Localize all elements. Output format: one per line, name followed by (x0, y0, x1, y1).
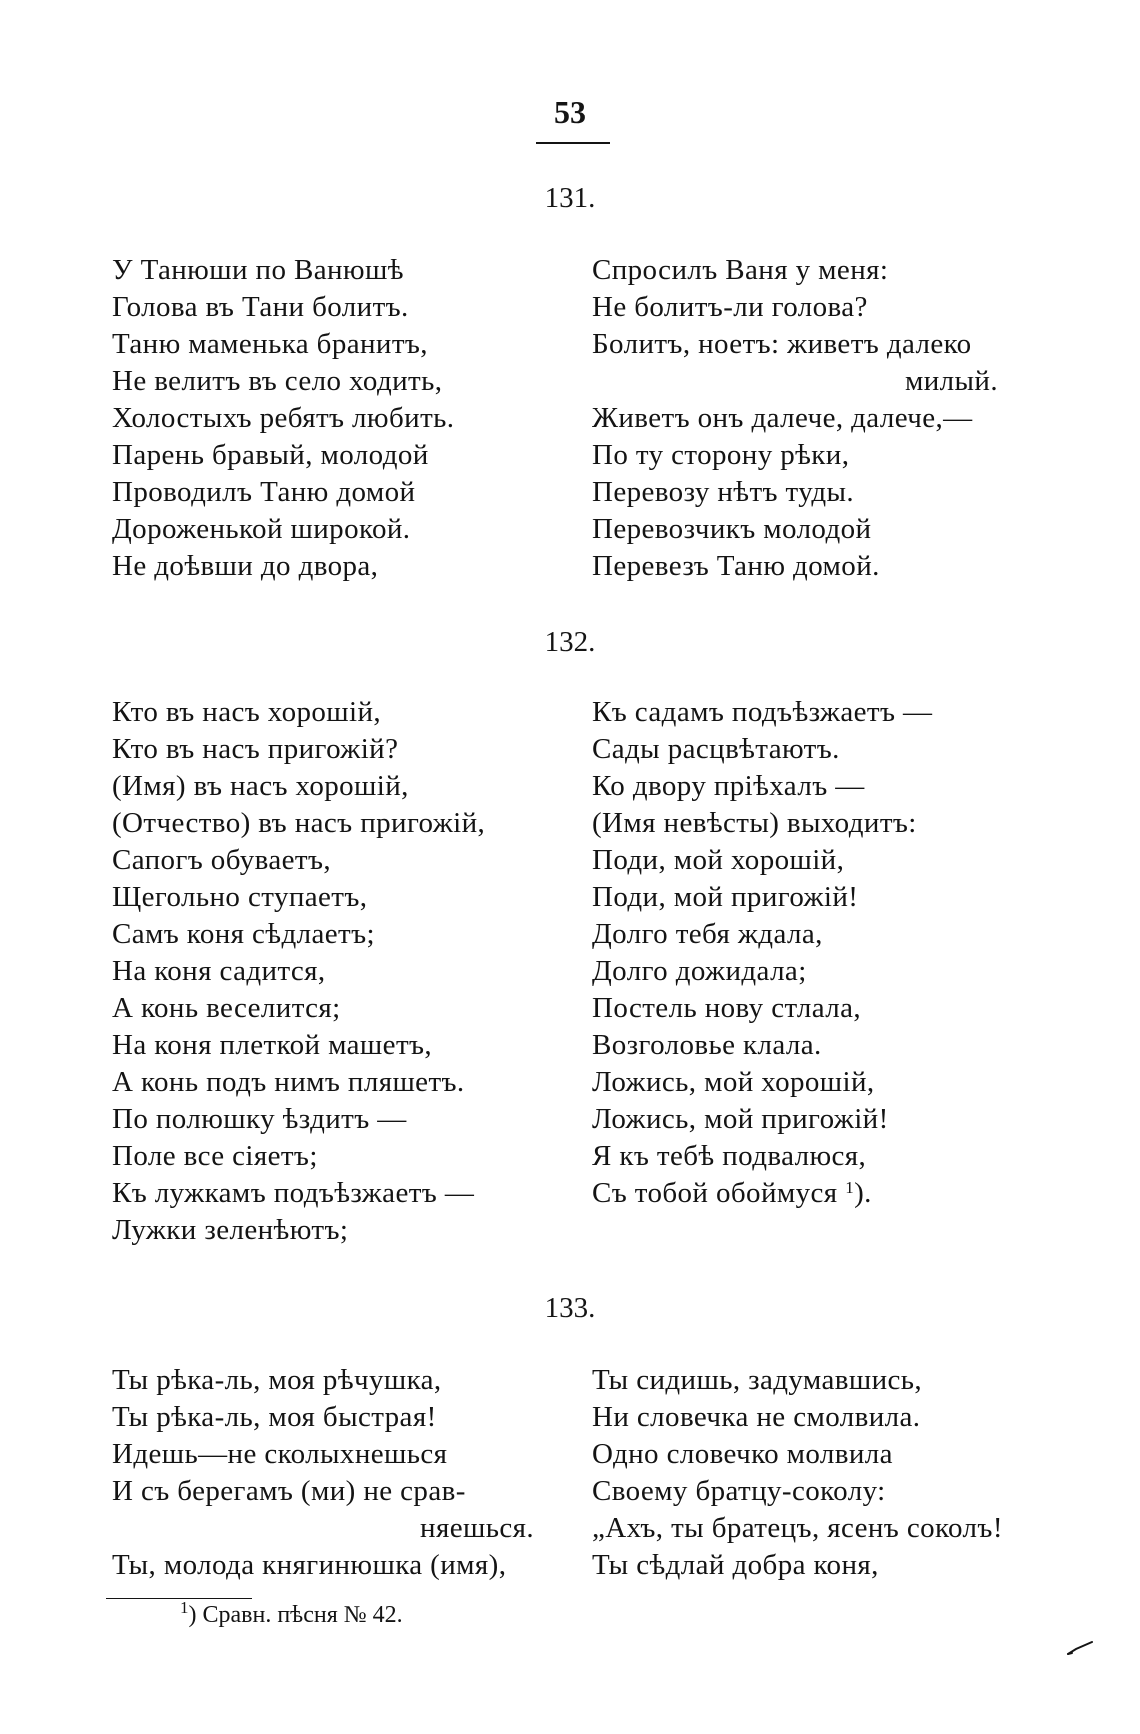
verse-line: Возголовье клала. (592, 1029, 822, 1061)
verse-line: Не доѣвши до двора, (112, 550, 379, 582)
verse-line: Долго тебя ждала, (592, 918, 823, 950)
verse-line: На коня садится, (112, 955, 326, 987)
verse-line: Кто въ насъ пригожій? (112, 733, 399, 765)
verse-line: (Имя невѣсты) выходитъ: (592, 807, 917, 839)
verse-line: Идешь—не сколыхнешься (112, 1438, 448, 1470)
verse-line: (Отчество) въ насъ пригожій, (112, 807, 486, 839)
verse-line: Живетъ онъ далече, далече,— (592, 402, 973, 434)
verse-line: Проводилъ Таню домой (112, 476, 416, 508)
verse-line-continuation: няешься. (420, 1512, 534, 1544)
verse-line: Щегольно ступаетъ, (112, 881, 368, 913)
verse-line: Поди, мой пригожій! (592, 881, 859, 913)
verse-end-punctuation: ). (854, 1177, 872, 1209)
page-number: 53 (554, 94, 586, 130)
verse-line: „Ахъ, ты братецъ, ясенъ соколъ! (592, 1512, 1003, 1544)
song-133-number: 133. (544, 1292, 596, 1324)
footnote-text: ) Сравн. пѣсня № 42. (188, 1602, 403, 1628)
verse-line-continuation: милый. (905, 365, 998, 397)
verse-line: Перевозчикъ молодой (592, 513, 872, 545)
verse-line: Я къ тебѣ подвалюся, (592, 1140, 867, 1172)
song-132-left-column (112, 694, 562, 1249)
pen-stroke-mark-icon (1066, 1640, 1094, 1656)
verse-line: Дороженькой широкой. (112, 513, 411, 545)
verse-line: А конь подъ нимъ пляшетъ. (112, 1066, 465, 1098)
verse-line: Ложись, мой хорошій, (592, 1066, 875, 1098)
verse-line: Долго дожидала; (592, 955, 807, 987)
verse-line: (Имя) въ насъ хорошій, (112, 770, 409, 802)
verse-line: Лужки зеленѣютъ; (112, 1214, 349, 1246)
verse-line: Къ садамъ подъѣзжаетъ — (592, 696, 933, 728)
verse-line: Ты рѣка-ль, моя рѣчушка, (112, 1364, 442, 1396)
verse-line: Своему братцу-соколу: (592, 1475, 886, 1507)
page-number-underline (536, 142, 610, 144)
song-131-left-column (112, 252, 562, 585)
verse-line: Сапогъ обуваетъ, (112, 844, 332, 876)
verse-line: Постель нову стлала, (592, 992, 862, 1024)
verse-line: Къ лужкамъ подъѣзжаетъ — (112, 1177, 475, 1209)
song-133-right-column (592, 1362, 1042, 1584)
song-132-number: 132. (544, 626, 596, 658)
verse-line: И съ берегамъ (ми) не срав- (112, 1475, 466, 1507)
footnote-reference: 1 (845, 1178, 855, 1197)
verse-line: Ни словечка не смолвила. (592, 1401, 921, 1433)
verse-line: На коня плеткой машетъ, (112, 1029, 433, 1061)
verse-line: Ты сѣдлай добра коня, (592, 1549, 879, 1581)
verse-line: Холостыхъ ребятъ любить. (112, 402, 455, 434)
verse-line: Перевозу нѣтъ туды. (592, 476, 855, 508)
verse-line: По полюшку ѣздитъ — (112, 1103, 407, 1135)
verse-line: Сады расцвѣтаютъ. (592, 733, 840, 765)
verse-line: Ты рѣка-ль, моя быстрая! (112, 1401, 437, 1433)
song-132-right-column (592, 694, 1042, 1212)
verse-line: Ложись, мой пригожій! (592, 1103, 889, 1135)
verse-line: Самъ коня сѣдлаетъ; (112, 918, 375, 950)
verse-line: Голова въ Тани болитъ. (112, 291, 409, 323)
verse-line: Одно словечко молвила (592, 1438, 893, 1470)
verse-line-with-footnote (592, 1175, 1042, 1212)
song-131-right-column (592, 252, 1042, 585)
footnote-marker: 1 (180, 1598, 189, 1617)
verse-line: Ты, молода княгинюшка (имя), (112, 1549, 507, 1581)
verse-line: Перевезъ Таню домой. (592, 550, 880, 582)
verse-text: Съ тобой обоймуся (592, 1177, 838, 1209)
verse-line: Ко двору пріѣхалъ — (592, 770, 865, 802)
verse-line: У Танюши по Ванюшѣ (112, 254, 404, 286)
verse-line: Поди, мой хорошій, (592, 844, 845, 876)
verse-line: По ту сторону рѣки, (592, 439, 850, 471)
song-131-number: 131. (544, 182, 596, 214)
verse-line: А конь веселится; (112, 992, 341, 1024)
verse-line: Болитъ, ноетъ: живетъ далеко (592, 328, 972, 360)
verse-line: Парень бравый, молодой (112, 439, 429, 471)
verse-line: Кто въ насъ хорошій, (112, 696, 382, 728)
song-133-left-column (112, 1362, 562, 1584)
verse-line: Не болитъ-ли голова? (592, 291, 868, 323)
verse-line: Не велитъ въ село ходить, (112, 365, 443, 397)
footnote (180, 1598, 403, 1632)
verse-line: Спросилъ Ваня у меня: (592, 254, 889, 286)
verse-line: Поле все сіяетъ; (112, 1140, 318, 1172)
verse-line: Ты сидишь, задумавшись, (592, 1364, 923, 1396)
verse-line: Таню маменька бранитъ, (112, 328, 428, 360)
